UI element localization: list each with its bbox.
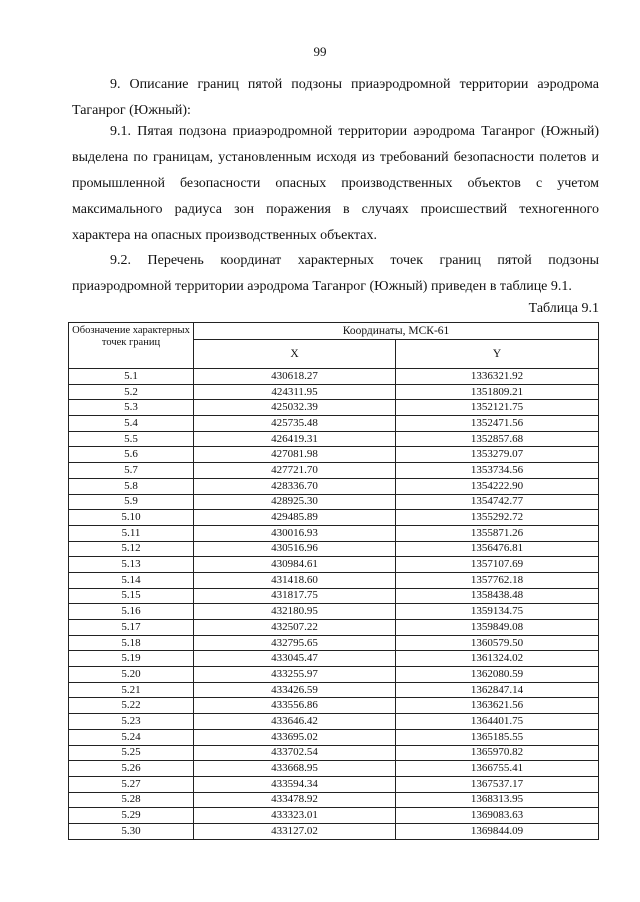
y-cell: 1353279.07 bbox=[396, 447, 599, 463]
point-cell: 5.9 bbox=[69, 494, 194, 510]
table-caption: Таблица 9.1 bbox=[528, 301, 599, 316]
point-cell: 5.17 bbox=[69, 620, 194, 636]
point-cell: 5.18 bbox=[69, 635, 194, 651]
x-cell: 433702.54 bbox=[194, 745, 396, 761]
table-row bbox=[69, 416, 599, 432]
x-cell: 425032.39 bbox=[194, 400, 396, 416]
point-cell: 5.16 bbox=[69, 604, 194, 620]
y-cell: 1353734.56 bbox=[396, 463, 599, 479]
point-cell: 5.25 bbox=[69, 745, 194, 761]
point-cell: 5.26 bbox=[69, 761, 194, 777]
x-cell: 433556.86 bbox=[194, 698, 396, 714]
x-cell: 430516.96 bbox=[194, 541, 396, 557]
y-cell: 1360579.50 bbox=[396, 635, 599, 651]
y-cell: 1362080.59 bbox=[396, 667, 599, 683]
y-cell: 1357762.18 bbox=[396, 572, 599, 588]
coordinates-intro-paragraph: 9.2. Перечень координат характерных точек границ пятой подзоны приаэродромной территории аэродрома Таганрог (Южный) приведен в таблице 9.1. bbox=[72, 253, 599, 294]
table-row bbox=[69, 369, 599, 385]
table-row bbox=[69, 667, 599, 683]
point-cell: 5.5 bbox=[69, 431, 194, 447]
point-cell: 5.7 bbox=[69, 463, 194, 479]
subzone-description-paragraph: 9.1. Пятая подзона приаэродромной территории аэродрома Таганрог (Южный) выделена по границам, установленным исходя из требований безопасности полетов и промышленной безопасности опасных производственных объектов с учетом максимального радиуса зон поражения в случаях происшествий техногенного характера на опасных производственных объектах. bbox=[72, 124, 599, 243]
y-cell: 1354222.90 bbox=[396, 478, 599, 494]
table-row bbox=[69, 745, 599, 761]
point-cell: 5.8 bbox=[69, 478, 194, 494]
x-cell: 427081.98 bbox=[194, 447, 396, 463]
table-row bbox=[69, 541, 599, 557]
x-cell: 432180.95 bbox=[194, 604, 396, 620]
table-row bbox=[69, 808, 599, 824]
x-cell: 425735.48 bbox=[194, 416, 396, 432]
point-cell: 5.10 bbox=[69, 510, 194, 526]
table-row bbox=[69, 384, 599, 400]
table-row bbox=[69, 729, 599, 745]
table-row bbox=[69, 572, 599, 588]
y-cell: 1351809.21 bbox=[396, 384, 599, 400]
point-cell: 5.28 bbox=[69, 792, 194, 808]
x-cell: 430618.27 bbox=[194, 369, 396, 385]
y-cell: 1336321.92 bbox=[396, 369, 599, 385]
point-cell: 5.15 bbox=[69, 588, 194, 604]
table-row bbox=[69, 557, 599, 573]
point-cell: 5.22 bbox=[69, 698, 194, 714]
x-cell: 433323.01 bbox=[194, 808, 396, 824]
x-cell: 433668.95 bbox=[194, 761, 396, 777]
header-y: Y bbox=[396, 340, 599, 369]
y-cell: 1363621.56 bbox=[396, 698, 599, 714]
table-row bbox=[69, 463, 599, 479]
point-cell: 5.6 bbox=[69, 447, 194, 463]
table-row bbox=[69, 620, 599, 636]
y-cell: 1359849.08 bbox=[396, 620, 599, 636]
y-cell: 1364401.75 bbox=[396, 714, 599, 730]
header-points: Обозначение характерных точек границ bbox=[69, 323, 194, 369]
y-cell: 1354742.77 bbox=[396, 494, 599, 510]
y-cell: 1355292.72 bbox=[396, 510, 599, 526]
y-cell: 1361324.02 bbox=[396, 651, 599, 667]
y-cell: 1352471.56 bbox=[396, 416, 599, 432]
point-cell: 5.12 bbox=[69, 541, 194, 557]
point-cell: 5.23 bbox=[69, 714, 194, 730]
table-row bbox=[69, 635, 599, 651]
x-cell: 426419.31 bbox=[194, 431, 396, 447]
table-row bbox=[69, 682, 599, 698]
table-row bbox=[69, 447, 599, 463]
table-row bbox=[69, 792, 599, 808]
y-cell: 1358438.48 bbox=[396, 588, 599, 604]
point-cell: 5.2 bbox=[69, 384, 194, 400]
point-cell: 5.11 bbox=[69, 525, 194, 541]
x-cell: 433127.02 bbox=[194, 823, 396, 839]
header-coordinates: Координаты, МСК-61 bbox=[194, 323, 599, 340]
point-cell: 5.14 bbox=[69, 572, 194, 588]
x-cell: 427721.70 bbox=[194, 463, 396, 479]
y-cell: 1368313.95 bbox=[396, 792, 599, 808]
y-cell: 1362847.14 bbox=[396, 682, 599, 698]
table-row bbox=[69, 478, 599, 494]
table-row bbox=[69, 400, 599, 416]
x-cell: 433646.42 bbox=[194, 714, 396, 730]
table-row bbox=[69, 525, 599, 541]
x-cell: 432795.65 bbox=[194, 635, 396, 651]
y-cell: 1369083.63 bbox=[396, 808, 599, 824]
x-cell: 430984.61 bbox=[194, 557, 396, 573]
y-cell: 1366755.41 bbox=[396, 761, 599, 777]
table-row bbox=[69, 714, 599, 730]
table-row bbox=[69, 698, 599, 714]
x-cell: 433426.59 bbox=[194, 682, 396, 698]
x-cell: 428925.30 bbox=[194, 494, 396, 510]
x-cell: 433255.97 bbox=[194, 667, 396, 683]
y-cell: 1355871.26 bbox=[396, 525, 599, 541]
table-row bbox=[69, 604, 599, 620]
y-cell: 1365185.55 bbox=[396, 729, 599, 745]
table-row bbox=[69, 823, 599, 839]
table-row bbox=[69, 761, 599, 777]
point-cell: 5.29 bbox=[69, 808, 194, 824]
point-cell: 5.21 bbox=[69, 682, 194, 698]
x-cell: 431817.75 bbox=[194, 588, 396, 604]
x-cell: 433045.47 bbox=[194, 651, 396, 667]
y-cell: 1367537.17 bbox=[396, 776, 599, 792]
x-cell: 433594.34 bbox=[194, 776, 396, 792]
point-cell: 5.4 bbox=[69, 416, 194, 432]
coordinates-table bbox=[68, 322, 599, 840]
y-cell: 1352857.68 bbox=[396, 431, 599, 447]
y-cell: 1359134.75 bbox=[396, 604, 599, 620]
page-number: 99 bbox=[313, 44, 327, 59]
table-row bbox=[69, 510, 599, 526]
y-cell: 1352121.75 bbox=[396, 400, 599, 416]
x-cell: 424311.95 bbox=[194, 384, 396, 400]
x-cell: 431418.60 bbox=[194, 572, 396, 588]
x-cell: 428336.70 bbox=[194, 478, 396, 494]
table-row bbox=[69, 431, 599, 447]
point-cell: 5.27 bbox=[69, 776, 194, 792]
table-row bbox=[69, 776, 599, 792]
table-row bbox=[69, 651, 599, 667]
point-cell: 5.19 bbox=[69, 651, 194, 667]
y-cell: 1369844.09 bbox=[396, 823, 599, 839]
x-cell: 429485.89 bbox=[194, 510, 396, 526]
table-body bbox=[69, 369, 599, 840]
table-row bbox=[69, 494, 599, 510]
point-cell: 5.20 bbox=[69, 667, 194, 683]
x-cell: 430016.93 bbox=[194, 525, 396, 541]
point-cell: 5.24 bbox=[69, 729, 194, 745]
x-cell: 432507.22 bbox=[194, 620, 396, 636]
point-cell: 5.1 bbox=[69, 369, 194, 385]
x-cell: 433478.92 bbox=[194, 792, 396, 808]
point-cell: 5.30 bbox=[69, 823, 194, 839]
y-cell: 1357107.69 bbox=[396, 557, 599, 573]
y-cell: 1365970.82 bbox=[396, 745, 599, 761]
table-row bbox=[69, 588, 599, 604]
x-cell: 433695.02 bbox=[194, 729, 396, 745]
point-cell: 5.3 bbox=[69, 400, 194, 416]
section-heading-paragraph: 9. Описание границ пятой подзоны приаэродромной территории аэродрома Таганрог (Южный): bbox=[72, 77, 599, 118]
header-x: X bbox=[194, 340, 396, 369]
y-cell: 1356476.81 bbox=[396, 541, 599, 557]
point-cell: 5.13 bbox=[69, 557, 194, 573]
